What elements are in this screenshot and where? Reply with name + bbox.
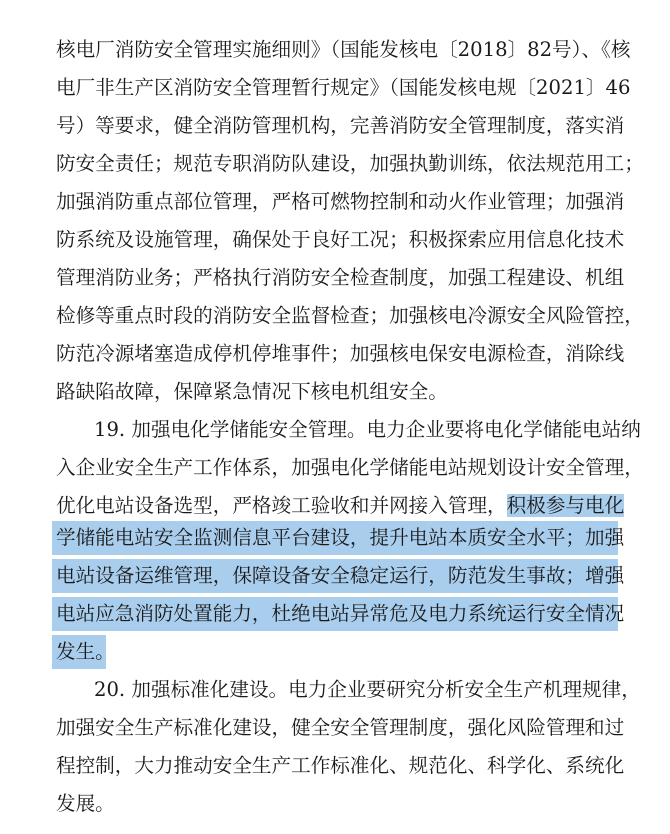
text-line: 电厂非生产区消防安全管理暂行规定》（国能发核电规〔2021〕46: [56, 76, 631, 99]
text-line: 检修等重点时段的消防安全监督检查；加强核电冷源安全风险管控，: [56, 304, 644, 327]
section-20-heading-line: 20. 加强标准化建设。电力企业要研究分析安全生产机理规律，: [94, 678, 641, 701]
text-line: 管理消防业务；严格执行消防安全检查制度，加强工程建设、机组: [56, 266, 625, 289]
text-line: 加强安全生产标准化建设，健全安全管理制度，强化风险管理和过: [56, 716, 625, 739]
text-line: 号）等要求，健全消防管理机构，完善消防安全管理制度，落实消: [56, 114, 625, 137]
text-line: 程控制，大力推动安全生产工作标准化、规范化、科学化、系统化: [56, 754, 625, 777]
text-line: [56, 493, 624, 519]
text-line: 防系统及设施管理，确保处于良好工况；积极探索应用信息化技术: [56, 228, 625, 251]
highlighted-text[interactable]: 学储能电站安全监测信息平台建设，提升电站本质安全水平；加强: [56, 526, 625, 549]
section-19-heading-line: 19. 加强电化学储能安全管理。电力企业要将电化学储能电站纳: [94, 418, 641, 441]
text-line: 发展。: [56, 792, 115, 815]
text-span: 优化电站设备选型，严格竣工验收和并网接入管理，: [56, 494, 507, 517]
highlighted-text[interactable]: 电站应急消防处置能力，杜绝电站异常危及电力系统运行安全情况: [56, 602, 625, 625]
text-line: 防范冷源堵塞造成停机停堆事件；加强核电保安电源检查，消除线: [56, 342, 625, 365]
highlighted-text[interactable]: 电站设备运维管理，保障设备安全稳定运行，防范发生事故；增强: [56, 564, 625, 587]
text-line: 路缺陷故障，保障紧急情况下核电机组安全。: [56, 380, 448, 403]
text-line: 入企业安全生产工作体系，加强电化学储能电站规划设计安全管理，: [56, 456, 644, 479]
text-line: 加强消防重点部位管理，严格可燃物控制和动火作业管理；加强消: [56, 190, 625, 213]
text-line: 防安全责任；规范专职消防队建设，加强执勤训练，依法规范用工；: [56, 152, 644, 175]
text-line: 核电厂消防安全管理实施细则》（国能发核电〔2018〕82号）、《核: [56, 38, 631, 61]
highlighted-text[interactable]: 积极参与电化: [506, 494, 625, 517]
highlighted-text[interactable]: 发生。: [56, 640, 115, 663]
